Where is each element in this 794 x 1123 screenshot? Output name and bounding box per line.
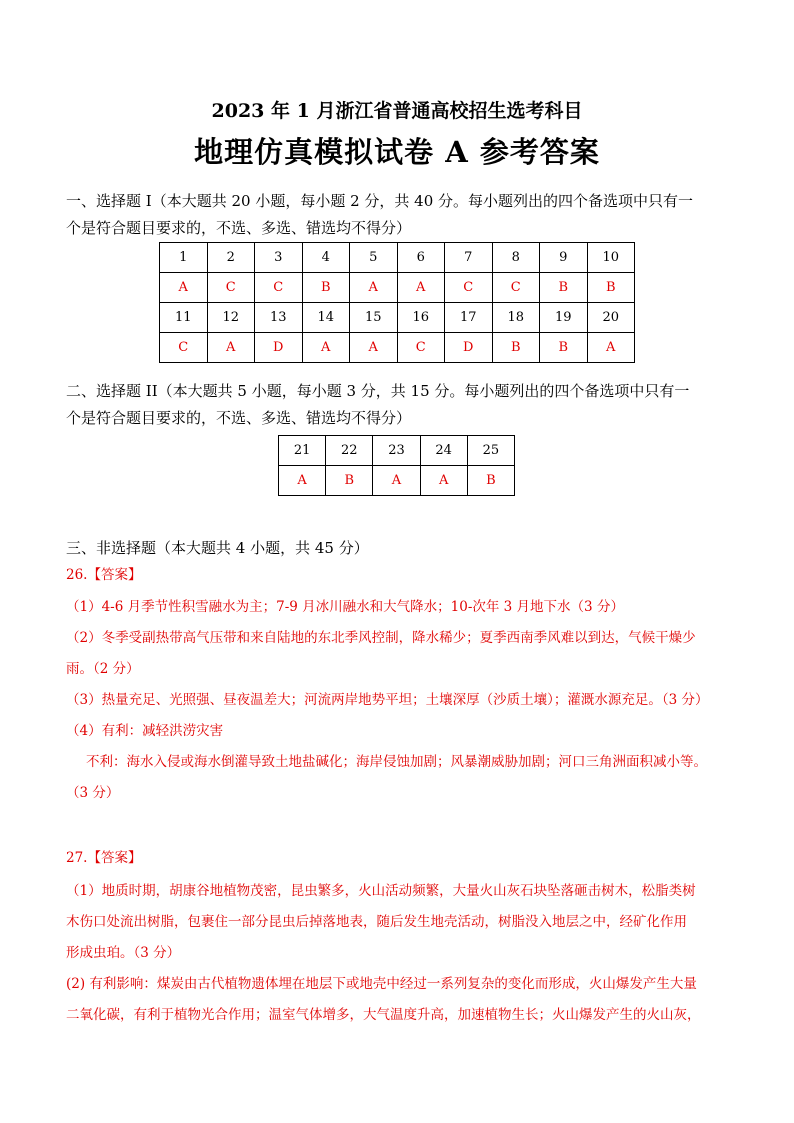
answer-cell: C [397, 333, 445, 363]
question-number-cell: 6 [397, 243, 445, 273]
answer-cell: A [160, 273, 208, 303]
section1-answer-row [160, 273, 635, 303]
section1-question-number-row [160, 243, 635, 273]
section1-heading [66, 188, 726, 242]
question-number-cell: 18 [492, 303, 540, 333]
question-number-cell: 25 [467, 436, 514, 466]
question-number-cell: 20 [587, 303, 635, 333]
question-number-cell: 22 [326, 436, 373, 466]
section1-answer-table [159, 242, 635, 363]
answer-cell: A [420, 466, 467, 496]
question-number-cell: 24 [420, 436, 467, 466]
q27-answer-2-line2: 二氧化碳，有利于植物光合作用；温室气体增多，大气温度升高，加速植物生长；火山爆发产生的火山灰， [66, 1007, 701, 1023]
answer-cell: B [540, 273, 588, 303]
answer-cell: C [255, 273, 303, 303]
section1-heading-line2: 个是符合题目要求的，不选、多选、错选均不得分） [66, 219, 412, 237]
section1-heading-line1: 一、选择题 I（本大题共 20 小题，每小题 2 分，共 40 分。每小题列出的四个备选项中只有一 [66, 192, 694, 210]
question-number-cell: 11 [160, 303, 208, 333]
q27-answer-2-line1: (2) 有利影响：煤炭由古代植物遗体埋在地层下或地壳中经过一系列复杂的变化而形成，火山爆发产生大量 [66, 976, 697, 992]
section2-heading-line1: 二、选择题 II（本大题共 5 小题，每小题 3 分，共 15 分。每小题列出的四个备选项中只有一 [66, 382, 690, 400]
question-number-cell: 4 [302, 243, 350, 273]
question-number-cell: 12 [207, 303, 255, 333]
question-number-cell: 3 [255, 243, 303, 273]
question-number-cell: 10 [587, 243, 635, 273]
answer-cell: A [350, 273, 398, 303]
q26-answer-4-line2: 不利：海水入侵或海水倒灌导致土地盐碱化；海岸侵蚀加剧；风暴潮威胁加剧；河口三角洲面积减小等。 [86, 754, 707, 770]
answer-cell: D [445, 333, 493, 363]
question-number-cell: 14 [302, 303, 350, 333]
question-number-cell: 8 [492, 243, 540, 273]
section2-heading-line2: 个是符合题目要求的，不选、多选、错选均不得分） [66, 409, 412, 427]
q27-answers [66, 876, 746, 1031]
q27-label: 27.【答案】 [66, 850, 142, 866]
answer-cell: D [255, 333, 303, 363]
answer-cell: B [302, 273, 350, 303]
section2-heading [66, 378, 726, 432]
answer-cell: A [207, 333, 255, 363]
q26-answer-3: （3）热量充足、光照强、昼夜温差大；河流两岸地势平坦；土壤深厚（沙质土壤）；灌溉水源充足。（3 分） [66, 692, 709, 708]
question-number-cell: 15 [350, 303, 398, 333]
q27-answer-1-line1: （1）地质时期，胡康谷地植物茂密，昆虫繁多，火山活动频繁，大量火山灰石块坠落砸击树木，松脂类树 [66, 883, 696, 899]
answer-cell: B [540, 333, 588, 363]
answer-cell: B [467, 466, 514, 496]
question-number-cell: 17 [445, 303, 493, 333]
q26-answer-4-line1: （4）有利：减轻洪涝灾害 [66, 723, 224, 739]
section1-question-number-row [160, 303, 635, 333]
answer-cell: A [350, 333, 398, 363]
answer-cell: B [326, 466, 373, 496]
q26-answer-2-line2: 雨。（2 分） [66, 661, 140, 677]
section2-answer-row [279, 466, 515, 496]
question-number-cell: 9 [540, 243, 588, 273]
q26-answer-2-line1: （2）冬季受副热带高气压带和来自陆地的东北季风控制，降水稀少；夏季西南季风难以到达，气候干燥少 [66, 630, 696, 646]
question-number-cell: 1 [160, 243, 208, 273]
answer-cell: A [279, 466, 326, 496]
q26-answer-1: （1）4-6 月季节性积雪融水为主；7-9 月冰川融水和大气降水；10-次年 3 月地下水（3 分） [66, 599, 624, 615]
question-number-cell: 21 [279, 436, 326, 466]
question-number-cell: 13 [255, 303, 303, 333]
exam-title: 地理仿真模拟试卷 A 参考答案 [194, 135, 600, 169]
q26-answer-4-line3: （3 分） [66, 785, 120, 801]
question-number-cell: 5 [350, 243, 398, 273]
section1-answer-row [160, 333, 635, 363]
answer-cell: A [373, 466, 420, 496]
exam-subtitle: 2023 年 1 月浙江省普通高校招生选考科目 [211, 100, 583, 122]
question-number-cell: 16 [397, 303, 445, 333]
section3-heading: 三、非选择题（本大题共 4 小题，共 45 分） [66, 539, 369, 557]
answer-cell: B [492, 333, 540, 363]
section2-answer-table [278, 435, 515, 496]
question-number-cell: 19 [540, 303, 588, 333]
answer-cell: B [587, 273, 635, 303]
question-number-cell: 23 [373, 436, 420, 466]
question-number-cell: 2 [207, 243, 255, 273]
q26-label: 26.【答案】 [66, 567, 142, 583]
section2-question-number-row [279, 436, 515, 466]
answer-cell: A [397, 273, 445, 303]
answer-cell: A [302, 333, 350, 363]
question-number-cell: 7 [445, 243, 493, 273]
q26-answers [66, 592, 746, 809]
answer-cell: C [492, 273, 540, 303]
answer-cell: C [207, 273, 255, 303]
answer-cell: C [445, 273, 493, 303]
answer-cell: C [160, 333, 208, 363]
q27-answer-1-line3: 形成虫珀。（3 分） [66, 945, 181, 961]
q27-answer-1-line2: 木伤口处流出树脂，包裹住一部分昆虫后掉落地表，随后发生地壳活动，树脂没入地层之中，经矿化作用 [66, 914, 687, 930]
answer-cell: A [587, 333, 635, 363]
